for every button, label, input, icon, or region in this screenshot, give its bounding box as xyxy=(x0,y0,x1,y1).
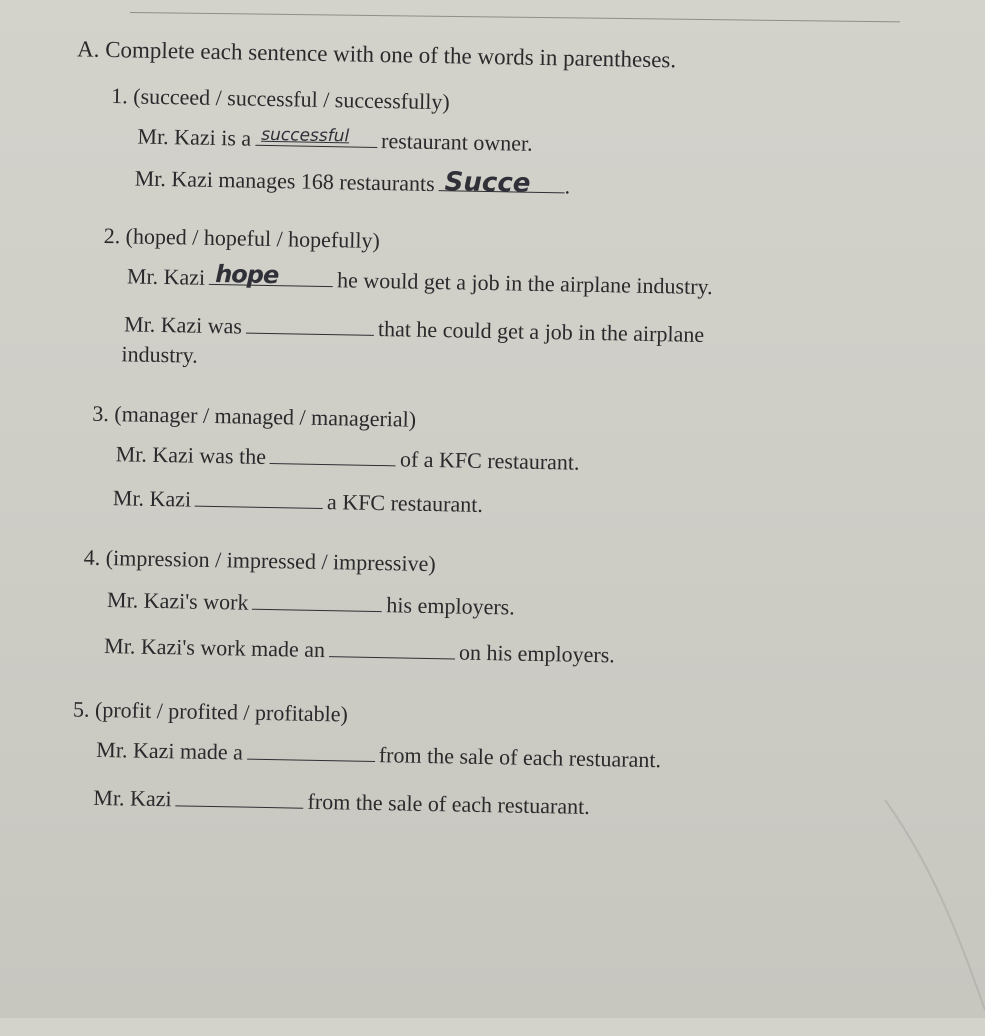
sentence-text-before: Mr. Kazi xyxy=(126,263,206,290)
sentence-text-after: of a KFC restaurant. xyxy=(399,446,580,475)
sentence-text-after: that he could get a job in the airplane xyxy=(377,315,705,347)
sentence-text-before: Mr. Kazi's work made an xyxy=(103,633,326,663)
item-5-sentence-2 xyxy=(93,786,590,819)
handwritten-answer: Succe xyxy=(444,167,531,199)
item-4-sentence-1 xyxy=(107,588,515,619)
handwritten-answer: successful xyxy=(261,124,350,147)
item-3-sentence-2 xyxy=(113,486,483,517)
item-2-sentence-1 xyxy=(126,259,713,300)
answer-blank[interactable] xyxy=(329,638,455,659)
sentence-text-after: from the sale of each restuarant. xyxy=(378,742,662,773)
answer-blank[interactable] xyxy=(255,124,377,148)
page-curl-shadow xyxy=(865,720,985,1020)
answer-blank[interactable] xyxy=(252,591,382,612)
sentence-text-after: he would get a job in the airplane industry. xyxy=(336,267,713,300)
sentence-text-before: Mr. Kazi xyxy=(112,485,192,512)
item-1-sentence-2 xyxy=(135,167,571,199)
answer-blank[interactable] xyxy=(195,488,323,509)
answer-blank[interactable] xyxy=(175,787,303,808)
item-2-sentence-2-continuation: industry. xyxy=(121,341,198,368)
item-5-sentence-1 xyxy=(96,738,661,772)
handwritten-answer: hope xyxy=(214,259,279,290)
answer-blank[interactable] xyxy=(246,315,374,336)
answer-blank[interactable] xyxy=(439,167,565,199)
item-3-options: 3. (manager / managed / managerial) xyxy=(92,400,417,432)
sentence-text-before: Mr. Kazi was xyxy=(123,311,243,339)
sentence-text-after: his employers. xyxy=(386,592,515,620)
sentence-text-after: . xyxy=(564,173,571,199)
item-1-sentence-1 xyxy=(137,125,533,156)
item-4-sentence-2 xyxy=(104,634,615,667)
answer-blank[interactable] xyxy=(247,741,375,762)
sentence-text-before: Mr. Kazi made a xyxy=(96,736,244,765)
sentence-text-before: Mr. Kazi is a xyxy=(137,123,252,151)
item-2-sentence-2 xyxy=(124,312,704,347)
sentence-text-before: Mr. Kazi manages 168 restaurants xyxy=(134,165,435,196)
sentence-text-before: Mr. Kazi's work xyxy=(106,587,249,615)
item-2-options: 2. (hoped / hopeful / hopefully) xyxy=(103,222,381,253)
item-4-options: 4. (impression / impressed / impressive) xyxy=(83,544,436,577)
answer-blank[interactable] xyxy=(270,445,396,466)
sentence-text-before: Mr. Kazi was the xyxy=(115,441,267,469)
item-5-options: 5. (profit / profited / profitable) xyxy=(72,696,349,727)
sentence-text-after: a KFC restaurant. xyxy=(326,489,484,517)
sentence-text-before: Mr. Kazi xyxy=(93,784,172,812)
sentence-text-after: restaurant owner. xyxy=(380,128,533,156)
sentence-text-after: from the sale of each restuarant. xyxy=(307,788,590,819)
sentence-text-after: on his employers. xyxy=(458,639,616,668)
instruction-heading: A. Complete each sentence with one of the words in parentheses. xyxy=(76,36,677,73)
item-3-sentence-1 xyxy=(115,442,579,474)
answer-blank[interactable] xyxy=(209,259,333,290)
item-1-options: 1. (succeed / successful / successfully) xyxy=(111,83,450,115)
